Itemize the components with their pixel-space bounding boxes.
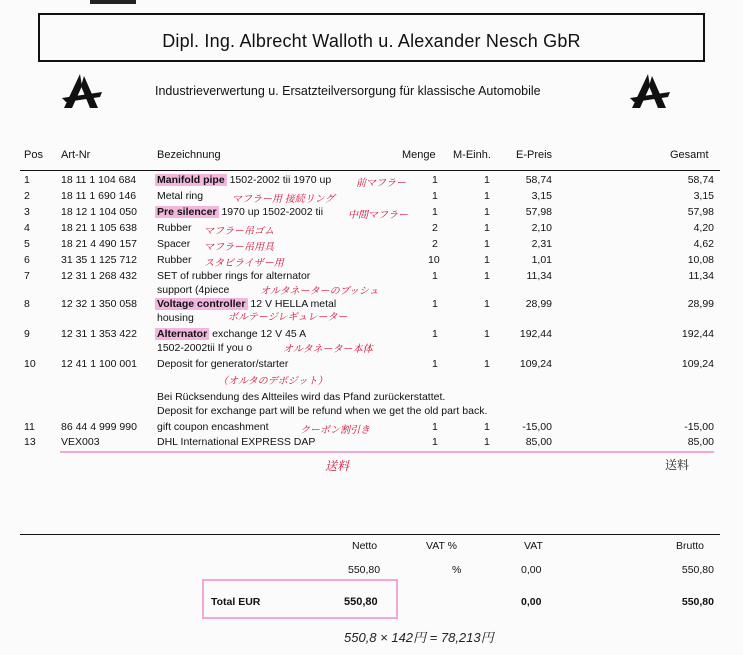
table-row: 5 18 21 4 490 157 Spacer マフラー吊用具 2 1 2,31 4,62	[24, 238, 714, 253]
col-header-artnr: Art-Nr	[61, 149, 91, 161]
company-subtitle: Industrieverwertung u. Ersatzteilversorgung für klassische Automobile	[155, 84, 541, 98]
handwritten-note: オルタネーター本体	[283, 344, 373, 355]
deposit-notice-en: Deposit for exchange part will be refund when we get the old part back.	[157, 405, 488, 417]
handwritten-note: 前マフラー	[356, 178, 406, 189]
total-label: Total EUR	[211, 596, 261, 608]
netto-value: 550,80	[348, 564, 381, 576]
handwritten-note: マフラー吊用具	[204, 242, 274, 253]
table-row: 7 12 31 1 268 432 SET of rubber rings for alternator support (4piece オルタネーターのブッシュ 1 1 11,34 11,34	[24, 270, 714, 297]
vat-value: 0,00	[521, 564, 542, 576]
col-header-total: Gesamt	[670, 149, 709, 161]
vat-pct-label: VAT %	[426, 540, 457, 552]
table-row: 8 12 32 1 350 058 Voltage controller 12 V HELLA metal housing ボルテージレギュレーター 1 1 28,99 28,99	[24, 298, 714, 324]
handwritten-note: 中間マフラー	[348, 210, 408, 221]
total-vat: 0,00	[521, 596, 542, 608]
scan-artifact	[90, 0, 136, 4]
company-name: Dipl. Ing. Albrecht Walloth u. Alexander Nesch GbR	[162, 31, 581, 51]
summary-rule	[20, 534, 720, 535]
handwritten-note: スタビライザー用	[204, 258, 284, 269]
company-logo-icon	[60, 72, 104, 112]
handwritten-note: クーポン割引き	[300, 425, 370, 436]
table-row: 4 18 21 1 105 638 Rubber マフラー吊ゴム 2 1 2,10 4,20	[24, 222, 714, 237]
table-row: 3 18 12 1 104 050 Pre silencer 1970 up 1502-2002 tii 中間マフラー 1 1 57,98 57,98	[24, 206, 714, 221]
col-header-qty: Menge	[402, 149, 436, 161]
table-row: 10 12 41 1 100 001 Deposit for generator/starter （オルタのデポジット） 1 1 109,24 109,24	[24, 358, 714, 387]
header-rule	[20, 170, 720, 171]
total-netto: 550,80	[344, 596, 378, 608]
handwritten-note: （オルタのデポジット）	[218, 376, 328, 387]
brutto-value: 550,80	[681, 564, 714, 576]
vat-label: VAT	[524, 540, 543, 552]
col-header-pos: Pos	[24, 149, 43, 161]
shipping-note-left: 送料	[325, 459, 350, 473]
handwritten-note: マフラー吊ゴム	[204, 226, 274, 237]
handwritten-note: マフラー用 接続リング	[232, 194, 335, 205]
table-row: 11 86 44 4 999 990 gift coupon encashment クーポン割引き 1 1 -15,00 -15,00	[24, 421, 714, 436]
handwritten-calculation: 550,8 × 142円 = 78,213円	[344, 630, 494, 645]
table-row: 6 31 35 1 125 712 Rubber スタビライザー用 10 1 1,01 10,08	[24, 254, 714, 269]
deposit-notice-de: Bei Rücksendung des Altteiles wird das Pfand zurückerstattet.	[157, 391, 446, 403]
col-header-price: E-Preis	[516, 149, 553, 161]
shipping-note-right: 送料	[665, 458, 690, 472]
handwritten-note: ボルテージレギュレーター	[228, 312, 348, 323]
company-logo-icon	[628, 72, 672, 112]
netto-label: Netto	[352, 540, 378, 552]
shipping-highlight-line	[60, 451, 714, 453]
table-row: 2 18 11 1 690 146 Metal ring マフラー用 接続リング 1 1 3,15 3,15	[24, 190, 714, 205]
brutto-label: Brutto	[676, 540, 705, 552]
company-title-box	[38, 13, 705, 62]
table-row: 1 18 11 1 104 684 Manifold pipe 1502-2002 tii 1970 up 前マフラー 1 1 58,74 58,74	[24, 174, 714, 189]
table-row: 9 12 31 1 353 422 Alternator exchange 12 V 45 A 1502-2002tii If you o オルタネーター本体 1 1 192,44 192,44	[24, 328, 714, 355]
table-row: 13 VEX003 DHL International EXPRESS DAP 1 1 85,00 85,00	[24, 436, 714, 448]
col-header-unit: M-Einh.	[453, 149, 491, 161]
col-header-desc: Bezeichnung	[157, 149, 221, 161]
total-brutto: 550,80	[681, 596, 714, 608]
vat-pct-value: %	[452, 564, 462, 576]
handwritten-note: オルタネーターのブッシュ	[260, 286, 379, 297]
